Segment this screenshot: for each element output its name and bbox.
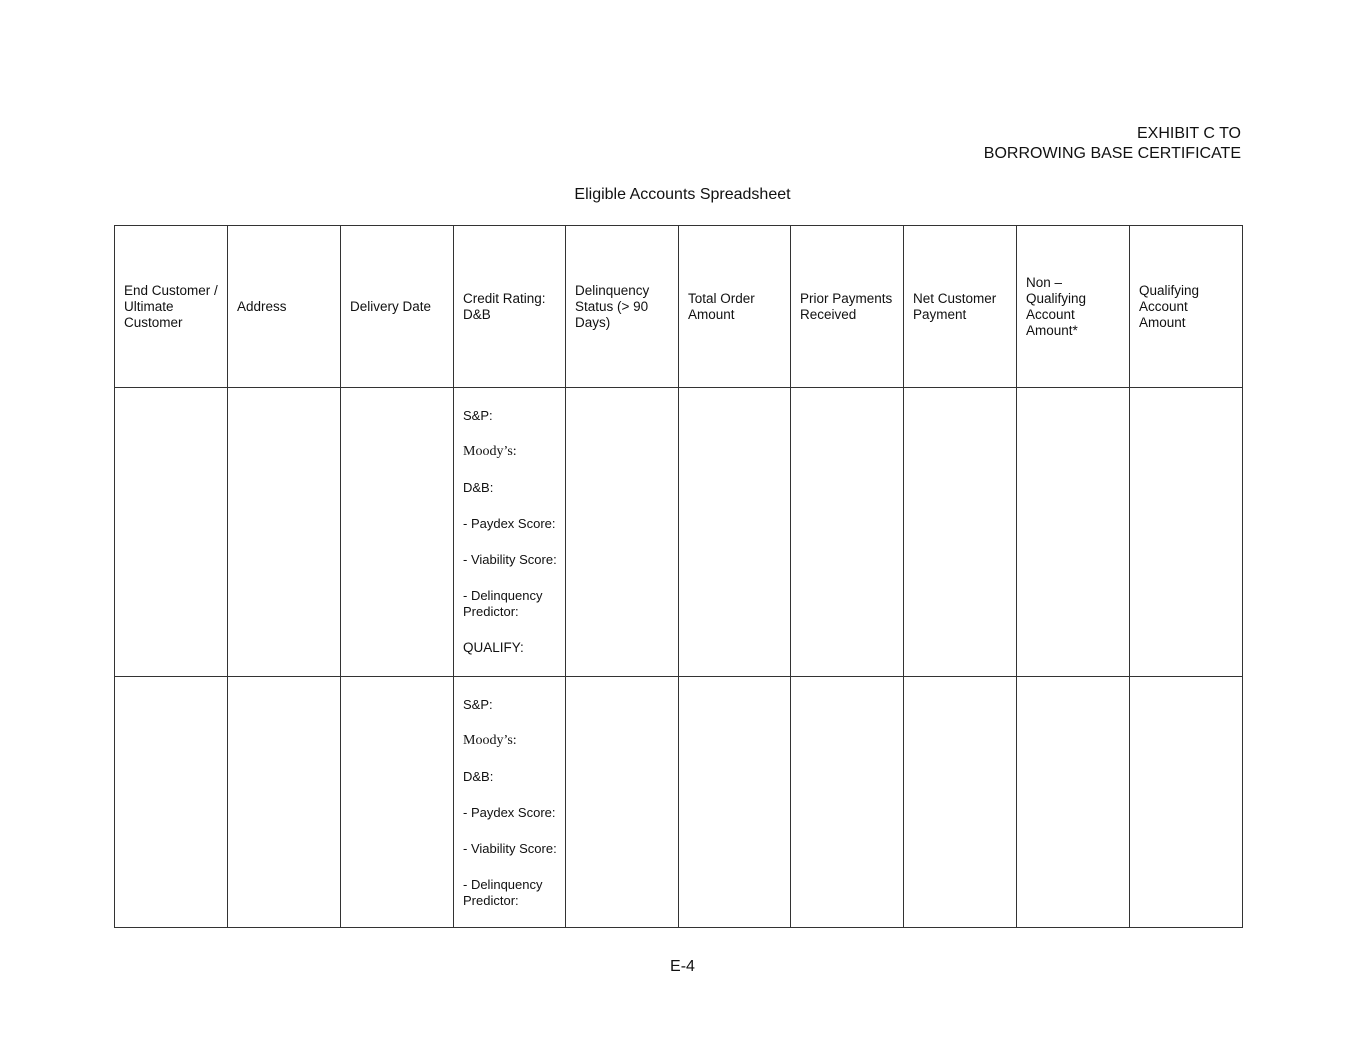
cell-address[interactable]	[228, 677, 341, 928]
credit-item-delinquency-predictor: - Delinquency Predictor:	[463, 877, 543, 908]
header-row	[115, 226, 1243, 388]
header-qualifying-amount: Qualifying Account Amount	[1130, 226, 1243, 388]
credit-item-dnb: D&B:	[463, 769, 494, 784]
page-number: E-4	[670, 958, 695, 975]
cell-delinquency-status[interactable]	[566, 388, 679, 677]
credit-rating-list	[463, 677, 559, 909]
credit-item-viability: - Viability Score:	[463, 552, 557, 567]
table-row	[115, 388, 1243, 677]
credit-item-moodys: Moody’s:	[463, 733, 517, 748]
cell-address[interactable]	[228, 388, 341, 677]
cell-qualifying-amount[interactable]	[1130, 677, 1243, 928]
header-net-customer-payment: Net Customer Payment	[904, 226, 1017, 388]
cell-net-customer-payment[interactable]	[904, 677, 1017, 928]
cell-delivery-date[interactable]	[341, 388, 454, 677]
header-delinquency-status: Delinquency Status (> 90 Days)	[566, 226, 679, 388]
sheet-title: Eligible Accounts Spreadsheet	[574, 186, 791, 203]
header-address: Address	[228, 226, 341, 388]
cell-non-qualifying-amount[interactable]	[1017, 388, 1130, 677]
table-row	[115, 677, 1243, 928]
header-total-order-amount: Total Order Amount	[679, 226, 791, 388]
cell-credit-rating	[454, 677, 566, 928]
credit-item-paydex: - Paydex Score:	[463, 805, 556, 820]
cell-qualifying-amount[interactable]	[1130, 388, 1243, 677]
cell-prior-payments[interactable]	[791, 388, 904, 677]
cell-delinquency-status[interactable]	[566, 677, 679, 928]
credit-item-delinquency-predictor: - Delinquency Predictor:	[463, 588, 543, 619]
cell-end-customer[interactable]	[115, 388, 228, 677]
cell-non-qualifying-amount[interactable]	[1017, 677, 1130, 928]
header-delivery-date: Delivery Date	[341, 226, 454, 388]
eligible-accounts-table	[114, 225, 1243, 928]
credit-item-viability: - Viability Score:	[463, 841, 557, 856]
exhibit-heading	[984, 124, 1241, 164]
credit-item-qualify: QUALIFY:	[463, 640, 524, 655]
credit-item-dnb: D&B:	[463, 480, 494, 495]
credit-item-sp: S&P:	[463, 408, 493, 423]
cell-credit-rating	[454, 388, 566, 677]
credit-item-sp: S&P:	[463, 697, 493, 712]
cell-delivery-date[interactable]	[341, 677, 454, 928]
header-non-qualifying-amount: Non – Qualifying Account Amount*	[1017, 226, 1130, 388]
exhibit-line-2: BORROWING BASE CERTIFICATE	[983, 145, 1241, 162]
header-end-customer: End Customer / Ultimate Customer	[115, 226, 228, 388]
cell-prior-payments[interactable]	[791, 677, 904, 928]
cell-end-customer[interactable]	[115, 677, 228, 928]
cell-total-order-amount[interactable]	[679, 677, 791, 928]
credit-item-paydex: - Paydex Score:	[463, 516, 556, 531]
credit-item-moodys: Moody’s:	[463, 444, 517, 459]
exhibit-line-1: EXHIBIT C TO	[1136, 125, 1241, 142]
cell-net-customer-payment[interactable]	[904, 388, 1017, 677]
credit-rating-list	[463, 388, 559, 656]
header-credit-rating: Credit Rating: D&B	[454, 226, 566, 388]
cell-total-order-amount[interactable]	[679, 388, 791, 677]
header-prior-payments: Prior Payments Received	[791, 226, 904, 388]
